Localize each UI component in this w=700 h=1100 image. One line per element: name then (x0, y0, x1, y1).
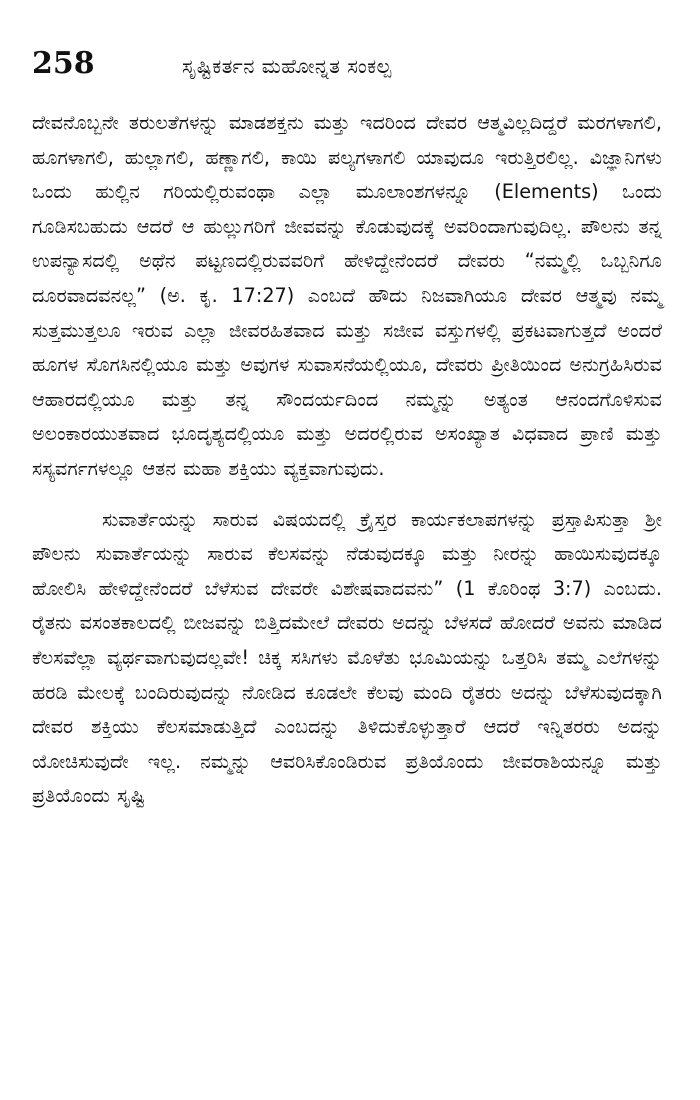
page-header (32, 46, 662, 96)
running-title: ಸೃಷ್ಟಿಕರ್ತನ ಮಹೋನ್ನತ ಸಂಕಲ್ಪ (182, 54, 392, 78)
page-number: 258 (32, 46, 95, 81)
paragraph-1: ದೇವನೊಬ್ಬನೇ ತರುಲತೆಗಳನ್ನು ಮಾಡಶಕ್ತನು ಮತ್ತು ಇದರಿಂದ ದೇವರ ಆತ್ಮವಿಲ್ಲದಿದ್ದರೆ ಮರಗಳಾಗಲಿ, ಹೂಗಳಾಗಲಿ, ಹುಲ್ಲಾಗಲಿ, ಹಣ್ಣಾಗಲಿ, ಕಾಯಿ ಪಲ್ಯಗಳಾಗಲಿ ಯಾವುದೂ ಇರುತ್ತಿರಲಿಲ್ಲ. ವಿಜ್ಞಾನಿಗಳು ಒಂದು ಹುಲ್ಲಿನ ಗರಿಯಲ್ಲಿರುವಂಥಾ ಎಲ್ಲಾ ಮೂಲಾಂಶಗಳನ್ನೂ (Elements) ಒಂದು ಗೂಡಿಸಬಹುದು ಆದರೆ ಆ ಹುಲ್ಲುಗರಿಗೆ ಜೀವವನ್ನು ಕೊಡುವುದಕ್ಕೆ ಅವರಿಂದಾಗುವುದಿಲ್ಲ. ಪೌಲನು ತನ್ನ ಉಪನ್ಯಾಸದಲ್ಲಿ ಅಥೆನ ಪಟ್ಟಣದಲ್ಲಿರುವವರಿಗೆ ಹೇಳಿದ್ದೇನೆಂದರೆ ದೇವರು “ನಮ್ಮಲ್ಲಿ ಒಬ್ಬನಿಗೂ ದೂರವಾದವನಲ್ಲ” (ಅ. ಕೃ. 17:27) ಎಂಬದೆ ಹೌದು ನಿಜವಾಗಿಯೂ ದೇವರ ಆತ್ಮವು ನಮ್ಮ ಸುತ್ತಮುತ್ತಲೂ ಇರುವ ಎಲ್ಲಾ ಜೀವರಹಿತವಾದ ಮತ್ತು ಸಜೀವ ವಸ್ತುಗಳಲ್ಲಿ ಪ್ರಕಟವಾಗುತ್ತದೆ ಅಂದರೆ ಹೂಗಳ ಸೊಗಸಿನಲ್ಲಿಯೂ ಮತ್ತು ಅವುಗಳ ಸುವಾಸನೆಯಲ್ಲಿಯೂ, ದೇವರು ಪ್ರೀತಿಯಿಂದ ಅನುಗ್ರಹಿಸಿರುವ ಆಹಾರದಲ್ಲಿಯೂ ಮತ್ತು ತನ್ನ ಸೌಂದರ್ಯದಿಂದ ನಮ್ಮನ್ನು ಅತ್ಯಂತ ಆನಂದಗೊಳಿಸುವ ಅಲಂಕಾರಯುತವಾದ ಭೂದೃಶ್ಯದಲ್ಲಿಯೂ ಮತ್ತು ಅದರಲ್ಲಿರುವ ಅಸಂಖ್ಯಾತ ವಿಧವಾದ ಪ್ರಾಣಿ ಮತ್ತು ಸಸ್ಯವರ್ಗಗಳಲ್ಲೂ ಆತನ ಮಹಾ ಶಕ್ತಿಯು ವ್ಯಕ್ತವಾಗುವುದು. (32, 111, 662, 480)
paragraph-2: ಸುವಾರ್ತೆಯನ್ನು ಸಾರುವ ವಿಷಯದಲ್ಲಿ ಕ್ರೈಸ್ತರ ಕಾರ್ಯಕಲಾಪಗಳನ್ನು ಪ್ರಸ್ತಾಪಿಸುತ್ತಾ ಶ್ರೀ ಪೌಲನು ಸುವಾರ್ತೆಯನ್ನು ಸಾರುವ ಕೆಲಸವನ್ನು ನೆಡುವುದಕ್ಕೂ ಮತ್ತು ನೀರನ್ನು ಹಾಯಿಸುವುದಕ್ಕೂ ಹೋಲಿಸಿ ಹೇಳಿದ್ದೇನೆಂದರೆ ಬೆಳೆಸುವ ದೇವರೇ ವಿಶೇಷವಾದವನು” (1 ಕೊರಿಂಥ 3:7) ಎಂಬದು. ರೈತನು ವಸಂತಕಾಲದಲ್ಲಿ ಬೀಜವನ್ನು ಬಿತ್ತಿದಮೇಲೆ ದೇವರು ಅದನ್ನು ಬೆಳಸದೆ ಹೋದರೆ ಅವನು ಮಾಡಿದ ಕೆಲಸವೆಲ್ಲಾ ವ್ಯರ್ಥವಾಗುವುದಲ್ಲವೇ! ಚಿಕ್ಕ ಸಸಿಗಳು ಮೊಳೆತು ಭೂಮಿಯನ್ನು ಒತ್ತರಿಸಿ ತಮ್ಮ ಎಲೆಗಳನ್ನು ಹರಡಿ ಮೇಲಕ್ಕೆ ಬಂದಿರುವುದನ್ನು ನೋಡಿದ ಕೂಡಲೇ ಕೆಲವು ಮಂದಿ ರೈತರು ಅದನ್ನು ಬೆಳೆಸುವುದಕ್ಕಾಗಿ ದೇವರ ಶಕ್ತಿಯು ಕೆಲಸಮಾಡುತ್ತಿದೆ ಎಂಬದನ್ನು ತಿಳಿದುಕೊಳ್ಳುತ್ತಾರೆ ಆದರೆ ಇನ್ನಿತರರು ಅದನ್ನು ಯೋಚಿಸುವುದೇ ಇಲ್ಲ. ನಮ್ಮನ್ನು ಆವರಿಸಿಕೊಂಡಿರುವ ಪ್ರತಿಯೊಂದು ಜೀವರಾಶಿಯನ್ನೂ ಮತ್ತು ಪ್ರತಿಯೊಂದು ಸೃಷ್ಟಿ (32, 507, 663, 808)
